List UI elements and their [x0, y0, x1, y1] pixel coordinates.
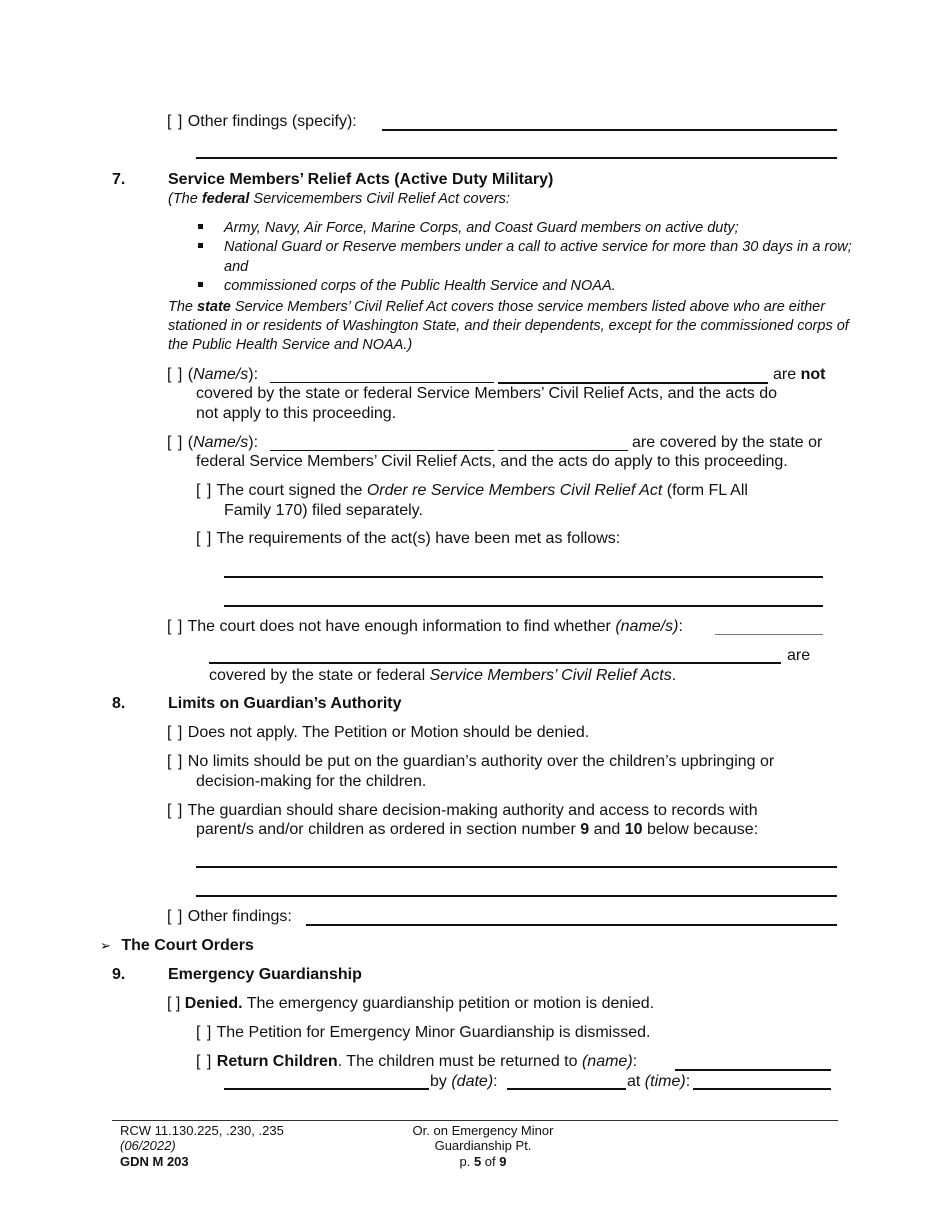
other-findings-line-1[interactable]	[382, 129, 837, 131]
s8-other-findings-line[interactable]	[306, 924, 837, 926]
other-findings-checkbox[interactable]: [ ]	[167, 113, 184, 130]
other-findings-label: Other findings (specify):	[187, 113, 357, 130]
s7-option-not-enough-info: [ ] The court does not have enough information to find whether (name/s):	[167, 618, 683, 635]
bullet-icon	[198, 224, 203, 229]
state-act-text-line-1: The state Service Members’ Civil Relief Act covers those service members listed above who are either	[168, 299, 826, 315]
court-orders-title: The Court Orders	[121, 937, 254, 954]
s9-option-return-children: [ ] Return Children. The children must be returned to (name):	[196, 1053, 638, 1070]
s7-requirements-checkbox[interactable]: [ ]	[196, 530, 213, 547]
footer-divider	[112, 1120, 838, 1121]
s9-option-denied: [ ] Denied. The emergency guardianship petition or motion is denied.	[167, 995, 655, 1012]
s7-sub-order-signed: [ ] The court signed the Order re Service Members Civil Relief Act (form FL All	[196, 482, 748, 499]
s7-not-covered-checkbox[interactable]: [ ]	[167, 366, 184, 383]
other-findings-row	[167, 112, 357, 132]
s8-no-limits-checkbox[interactable]: [ ]	[167, 753, 184, 770]
s8-share-authority-line-2: parent/s and/or children as ordered in section number 9 and 10 below because:	[196, 821, 759, 838]
s7-not-covered-line-3: not apply to this proceeding.	[196, 405, 397, 422]
s7-sub-requirements-met: [ ] The requirements of the act(s) have been met as follows:	[196, 530, 621, 547]
s8-option-no-limits: [ ] No limits should be put on the guardian’s authority over the children’s upbringing or	[167, 753, 775, 770]
s9-date-line[interactable]	[507, 1088, 626, 1090]
s8-share-authority-reason-line-2[interactable]	[196, 895, 837, 897]
section-8-title: Limits on Guardian’s Authority	[168, 695, 402, 712]
section-9-number: 9.	[112, 966, 126, 983]
s7-requirements-line-1[interactable]	[224, 576, 823, 578]
s7-covered-line-2: federal Service Members’ Civil Relief Acts, and the acts do apply to this proceeding.	[196, 453, 788, 470]
arrow-bullet-icon: ➢	[100, 939, 111, 954]
s9-time-line[interactable]	[693, 1088, 831, 1090]
s8-option-other-findings: [ ] Other findings:	[167, 908, 292, 925]
section-7-title: Service Members’ Relief Acts (Active Duty Military)	[168, 171, 554, 188]
section-8-number: 8.	[112, 695, 126, 712]
bullet-icon	[198, 243, 203, 248]
s9-return-name-line[interactable]	[675, 1069, 831, 1071]
section-7-intro: (The federal Servicemembers Civil Relief Act covers:	[168, 191, 510, 207]
footer-rcw: RCW 11.130.225, .230, .235	[120, 1123, 284, 1138]
s7-not-enough-info-name-line-1[interactable]	[715, 634, 823, 635]
state-act-text-line-2: stationed in or residents of Washington State, and their dependents, except for the commissioned corps of	[168, 318, 849, 334]
s8-share-authority-reason-line-1[interactable]	[196, 866, 837, 868]
s7-sub-order-signed-line-2: Family 170) filed separately.	[224, 502, 423, 519]
s7-not-covered-are: are not	[773, 366, 826, 383]
s7-not-enough-info-name-line-2[interactable]	[209, 662, 781, 664]
s9-dismissed-checkbox[interactable]: [ ]	[196, 1024, 213, 1041]
s8-option-does-not-apply: [ ] Does not apply. The Petition or Motion should be denied.	[167, 724, 590, 741]
footer-doc-title-line-2: Guardianship Pt.	[434, 1138, 532, 1153]
s7-not-enough-info-checkbox[interactable]: [ ]	[167, 618, 184, 635]
s7-option-not-covered: [ ] (Name/s):	[167, 366, 259, 383]
bullet-item: National Guard or Reserve members under a call to active service for more than 30 days in a row;	[224, 239, 852, 255]
s9-return-name-line-2[interactable]	[224, 1088, 429, 1090]
s7-covered-tail: are covered by the state or	[632, 434, 823, 451]
other-findings-line-2[interactable]	[196, 157, 837, 159]
s7-requirements-line-2[interactable]	[224, 605, 823, 607]
section-9-title: Emergency Guardianship	[168, 966, 362, 983]
s7-not-enough-info-line-3: covered by the state or federal Service Members’ Civil Relief Acts.	[209, 667, 677, 684]
bullet-icon	[198, 282, 203, 287]
footer-form-number: GDN M 203	[120, 1154, 189, 1169]
s7-not-enough-info-are: are	[787, 647, 811, 664]
s7-option-covered: [ ] (Name/s):	[167, 434, 259, 451]
footer-page-number: p. 5 of 9	[459, 1154, 507, 1169]
s7-covered-checkbox[interactable]: [ ]	[167, 434, 184, 451]
section-7-number: 7.	[112, 171, 126, 188]
court-orders-heading	[100, 936, 254, 957]
s9-at-time-label: at (time):	[627, 1073, 691, 1090]
s8-other-findings-checkbox[interactable]: [ ]	[167, 908, 184, 925]
s9-by-date-label: by (date):	[430, 1073, 498, 1090]
state-act-text-line-3: the Public Health Service and NOAA.)	[168, 337, 413, 353]
s8-no-limits-line-2: decision-making for the children.	[196, 773, 427, 790]
s9-denied-checkbox[interactable]: [ ]	[167, 995, 181, 1012]
s7-not-covered-name-line-1[interactable]	[270, 382, 494, 383]
s9-return-children-checkbox[interactable]: [ ]	[196, 1053, 213, 1070]
s7-order-signed-checkbox[interactable]: [ ]	[196, 482, 213, 499]
footer-date: (06/2022)	[120, 1138, 176, 1153]
footer-doc-title-line-1: Or. on Emergency Minor	[412, 1123, 554, 1138]
bullet-item-continued: and	[224, 259, 249, 275]
s7-not-covered-line-2: covered by the state or federal Service Members’ Civil Relief Acts, and the acts do	[196, 385, 778, 402]
bullet-item: commissioned corps of the Public Health Service and NOAA.	[224, 278, 616, 294]
s8-share-authority-checkbox[interactable]: [ ]	[167, 802, 184, 819]
s9-option-dismissed: [ ] The Petition for Emergency Minor Guardianship is dismissed.	[196, 1024, 651, 1041]
s7-covered-name-line-2[interactable]	[498, 450, 628, 451]
bullet-item: Army, Navy, Air Force, Marine Corps, and Coast Guard members on active duty;	[224, 220, 739, 236]
s8-does-not-apply-checkbox[interactable]: [ ]	[167, 724, 184, 741]
s8-option-share-authority: [ ] The guardian should share decision-making authority and access to records with	[167, 802, 758, 819]
s7-covered-name-line-1[interactable]	[270, 450, 494, 451]
